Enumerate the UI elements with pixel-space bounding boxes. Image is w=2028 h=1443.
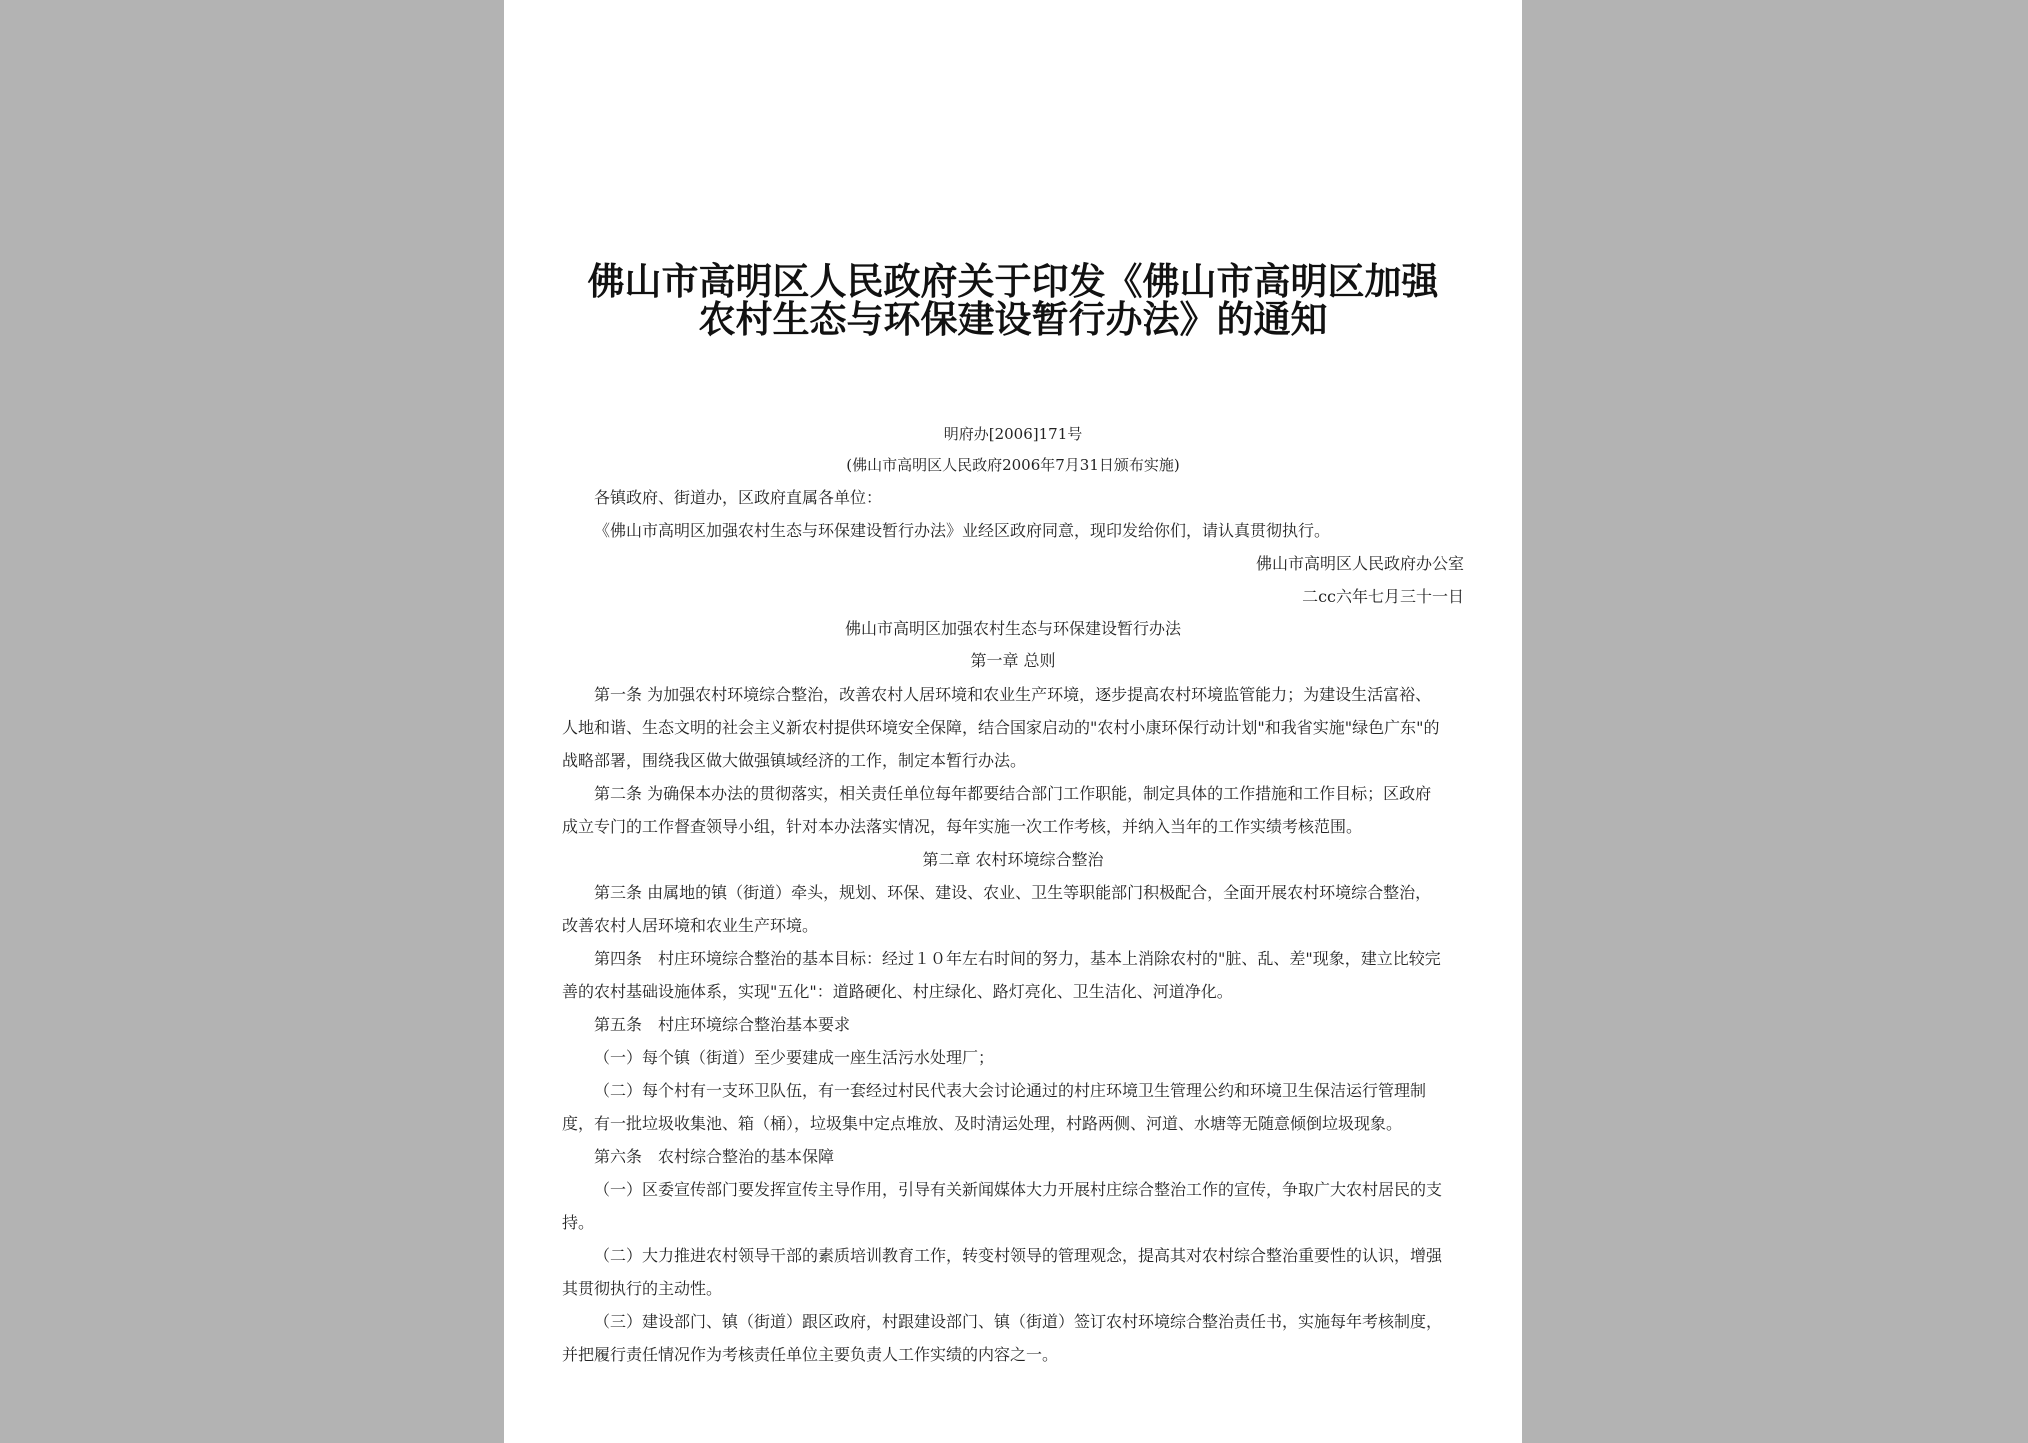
article-6-item-2-line-1: （二）大力推进农村领导干部的素质培训教育工作，转变村领导的管理观念，提高其对农村综合整治重要性的认识，增强: [594, 1246, 1443, 1265]
document-number: 明府办[2006]171号: [943, 425, 1083, 443]
title-line-1: 佛山市高明区人民政府关于印发《佛山市高明区加强: [587, 259, 1439, 303]
article-6-item-3-line-1: （三）建设部门、镇（街道）跟区政府，村跟建设部门、镇（街道）签订农村环境综合整治责任书，实施每年考核制度，: [594, 1312, 1443, 1331]
article-4-line-2: 善的农村基础设施体系，实现"五化"：道路硬化、村庄绿化、路灯亮化、卫生洁化、河道净化。: [562, 982, 1233, 1001]
document-title: [504, 259, 1522, 341]
article-4-line-1: 第四条 村庄环境综合整治的基本目标：经过１０年左右时间的努力，基本上消除农村的"脏、乱、差"现象，建立比较完: [594, 949, 1441, 968]
article-6-heading: 第六条 农村综合整治的基本保障: [594, 1147, 835, 1166]
article-1-line-1: 第一条 为加强农村环境综合整治，改善农村人居环境和农业生产环境，逐步提高农村环境监管能力；为建设生活富裕、: [594, 685, 1432, 704]
article-1-line-2: 人地和谐、生态文明的社会主义新农村提供环境安全保障，结合国家启动的"农村小康环保行动计划"和我省实施"绿色广东"的: [562, 718, 1440, 737]
issue-date: 二cc六年七月三十一日: [1302, 587, 1464, 606]
addressee: 各镇政府、街道办，区政府直属各单位：: [594, 488, 883, 507]
article-6-item-2-line-2: 其贯彻执行的主动性。: [562, 1279, 723, 1298]
measures-title: 佛山市高明区加强农村生态与环保建设暂行办法: [844, 619, 1181, 638]
article-1-line-3: 战略部署，围绕我区做大做强镇域经济的工作，制定本暂行办法。: [562, 751, 1027, 770]
chapter-1-heading: 第一章 总则: [970, 651, 1056, 670]
article-2-line-2: 成立专门的工作督查领导小组，针对本办法落实情况，每年实施一次工作考核，并纳入当年的工作实绩考核范围。: [562, 817, 1363, 836]
article-2-line-1: 第二条 为确保本办法的贯彻落实，相关责任单位每年都要结合部门工作职能，制定具体的工作措施和工作目标；区政府: [594, 784, 1432, 803]
title-line-2: 农村生态与环保建设暂行办法》的通知: [698, 297, 1328, 341]
issuer: 佛山市高明区人民政府办公室: [1255, 554, 1464, 573]
article-6-item-3-line-2: 并把履行责任情况作为考核责任单位主要负责人工作实绩的内容之一。: [562, 1345, 1059, 1364]
article-6-item-1-line-2: 持。: [562, 1213, 595, 1232]
article-5-item-1: （一）每个镇（街道）至少要建成一座生活污水处理厂；: [594, 1048, 995, 1067]
issue-note: (佛山市高明区人民政府2006年7月31日颁布实施): [846, 456, 1180, 474]
article-5-item-2-line-1: （二）每个村有一支环卫队伍，有一套经过村民代表大会讨论通过的村庄环境卫生管理公约和环境卫生保洁运行管理制: [594, 1081, 1427, 1100]
article-6-item-1-line-1: （一）区委宣传部门要发挥宣传主导作用，引导有关新闻媒体大力开展村庄综合整治工作的宣传，争取广大农村居民的支: [594, 1180, 1443, 1199]
chapter-2-heading: 第二章 农村环境综合整治: [922, 850, 1104, 869]
article-5-heading: 第五条 村庄环境综合整治基本要求: [594, 1015, 851, 1034]
notice-body: 《佛山市高明区加强农村生态与环保建设暂行办法》业经区政府同意，现印发给你们，请认真贯彻执行。: [594, 521, 1331, 540]
article-3-line-2: 改善农村人居环境和农业生产环境。: [562, 916, 819, 935]
article-3-line-1: 第三条 由属地的镇（街道）牵头，规划、环保、建设、农业、卫生等职能部门积极配合，全面开展农村环境综合整治，: [594, 883, 1432, 902]
article-5-item-2-line-2: 度，有一批垃圾收集池、箱（桶），垃圾集中定点堆放、及时清运处理，村路两侧、河道、水塘等无随意倾倒垃圾现象。: [562, 1114, 1403, 1133]
document-page: [504, 0, 1522, 1443]
